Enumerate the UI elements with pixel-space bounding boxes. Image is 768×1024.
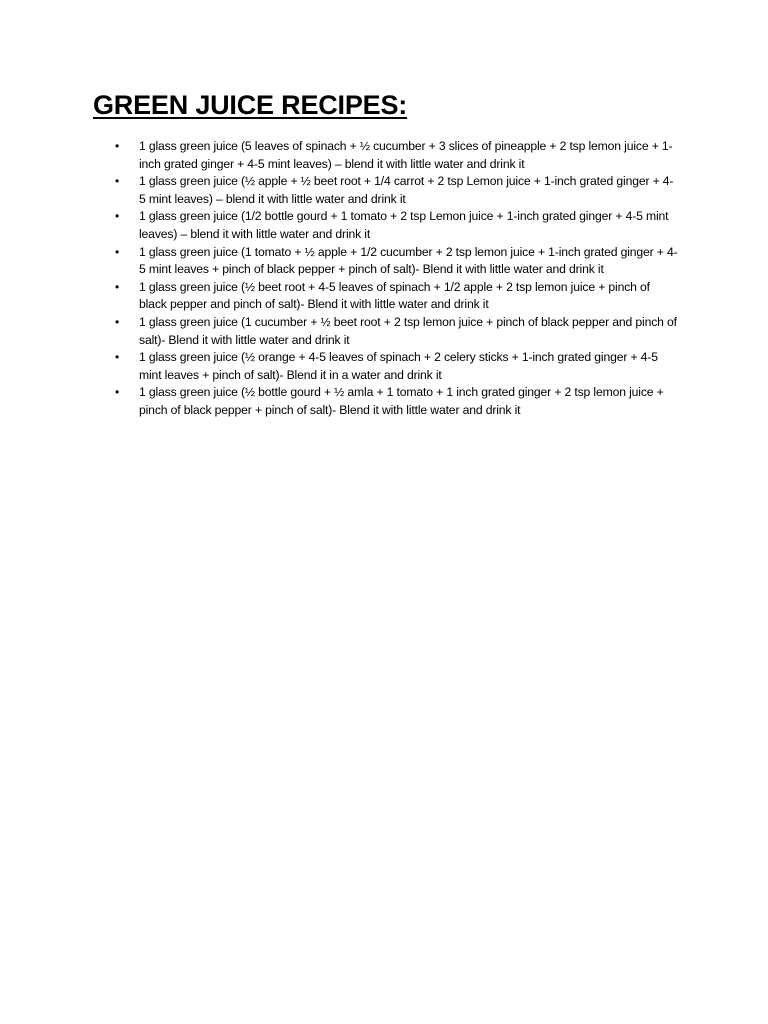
list-item [115,279,679,314]
list-item [115,208,679,243]
list-item [115,138,679,173]
list-item [115,173,679,208]
bullet-icon: • [115,174,120,189]
page-title: GREEN JUICE RECIPES: [93,90,408,120]
bullet-icon: • [115,139,120,153]
list-item [115,384,679,419]
recipe-text: 1 glass green juice (1 tomato + ½ apple + 1/2 cucumber + 2 tsp lemon juice + 1-inch grated ginger + 4-5 mint leaves + pinch of black pepper + pinch of salt)- Blend it with little water and drink it [139,244,678,277]
recipe-text: 1 glass green juice (½ bottle gourd + ½ amla + 1 tomato + 1 inch grated ginger + 2 tsp lemon juice + pinch of black pepper + pinch of salt)- Blend it with little water and drink it [139,385,664,417]
recipe-text: 1 glass green juice (½ beet root + 4-5 leaves of spinach + 1/2 apple + 2 tsp lemon juice + pinch of black pepper and pinch of salt)- Blend it with little water and drink it [139,279,650,312]
recipe-text: 1 glass green juice (1 cucumber + ½ beet root + 2 tsp lemon juice + pinch of black pepper and pinch of salt)- Blend it with little water and drink it [139,314,677,347]
recipe-text: 1 glass green juice (½ apple + ½ beet root + 1/4 carrot + 2 tsp Lemon juice + 1-inch grated ginger + 4-5 mint leaves) – blend it with little water and drink it [139,174,674,206]
bullet-icon: • [115,209,120,224]
bullet-icon: • [115,350,120,365]
bullet-icon: • [115,244,120,259]
recipe-text: 1 glass green juice (½ orange + 4-5 leaves of spinach + 2 celery sticks + 1-inch grated ginger + 4-5 mint leaves + pinch of salt)- Blend it in a water and drink it [139,350,658,382]
list-item [115,314,679,349]
bullet-icon: • [115,385,120,400]
recipe-text: 1 glass green juice (5 leaves of spinach + ½ cucumber + 3 slices of pineapple + 2 tsp lemon juice + 1-inch grated ginger + 4-5 mint leaves) – blend it with little water and drink it [139,139,673,171]
recipe-list [115,138,679,420]
bullet-icon: • [115,279,120,294]
list-item [115,244,679,279]
recipe-text: 1 glass green juice (1/2 bottle gourd + 1 tomato + 2 tsp Lemon juice + 1-inch grated ginger + 4-5 mint leaves) – blend it with little water and drink it [139,209,669,241]
bullet-icon: • [115,314,120,329]
list-item [115,349,679,384]
